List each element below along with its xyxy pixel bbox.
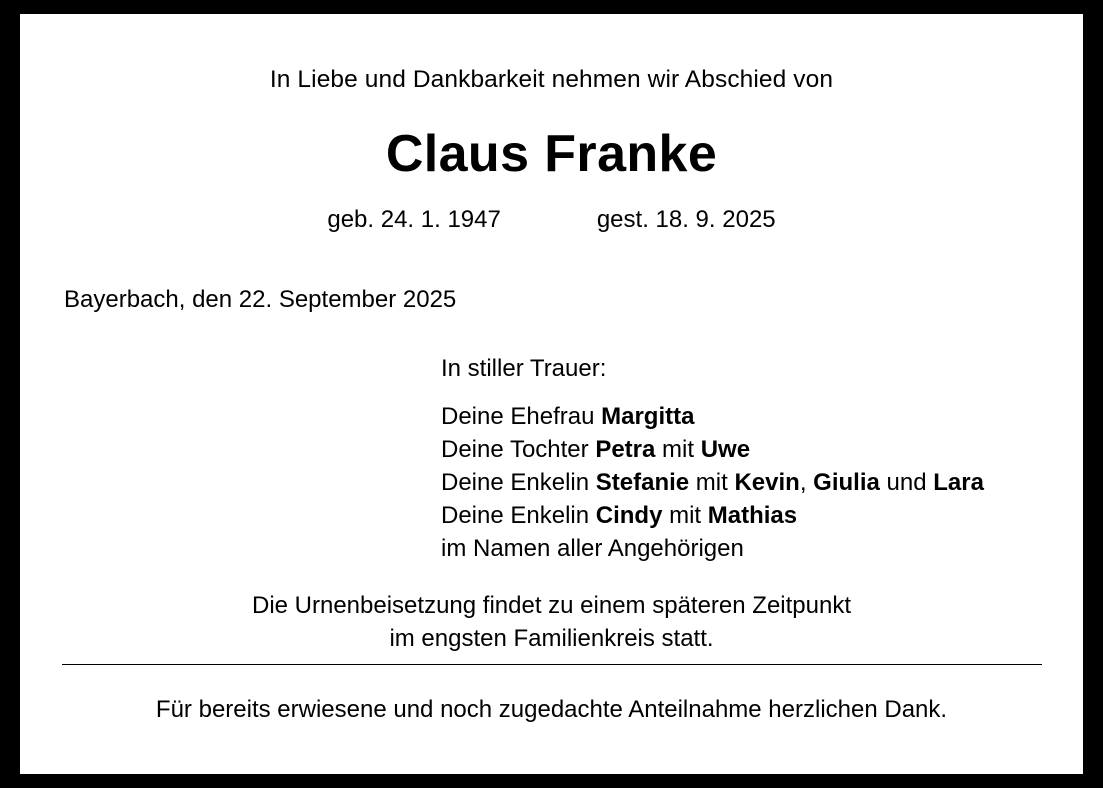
mourner-name: Lara bbox=[933, 469, 984, 496]
mourning-text: im Namen aller Angehörigen bbox=[441, 535, 744, 562]
death-date: gest. 18. 9. 2025 bbox=[596, 206, 776, 233]
deceased-name: Claus Franke bbox=[385, 125, 718, 183]
thanks-note: Für bereits erwiesene und noch zugedachte Anteilnahme herzlichen Dank. bbox=[155, 696, 948, 723]
mourning-text: Deine Enkelin bbox=[441, 469, 596, 496]
mourning-text: Deine Ehefrau bbox=[441, 403, 602, 430]
mourning-line bbox=[441, 400, 984, 433]
divider bbox=[62, 664, 1042, 665]
mourning-list bbox=[441, 400, 984, 565]
ceremony-line-2: im engsten Familienkreis statt. bbox=[389, 625, 714, 652]
mourning-line bbox=[441, 532, 984, 565]
mourning-text: mit bbox=[662, 502, 708, 529]
ceremony-line-1: Die Urnenbeisetzung findet zu einem späteren Zeitpunkt bbox=[251, 592, 851, 619]
mourning-text: , bbox=[799, 469, 814, 496]
mourner-name: Mathias bbox=[707, 502, 798, 529]
mourning-text: und bbox=[879, 469, 934, 496]
mourner-name: Margitta bbox=[601, 403, 695, 430]
mourner-name: Petra bbox=[595, 436, 656, 463]
mourner-name: Kevin bbox=[734, 469, 800, 496]
mourner-name: Uwe bbox=[700, 436, 751, 463]
mourner-name: Stefanie bbox=[595, 469, 690, 496]
mourning-line bbox=[441, 433, 984, 466]
mourner-name: Cindy bbox=[595, 502, 663, 529]
place-and-date: Bayerbach, den 22. September 2025 bbox=[64, 286, 457, 313]
intro-line: In Liebe und Dankbarkeit nehmen wir Abschied von bbox=[269, 66, 834, 93]
mourning-line bbox=[441, 499, 984, 532]
mourning-text: Deine Enkelin bbox=[441, 502, 596, 529]
obituary-card bbox=[20, 14, 1083, 774]
mourning-text: Deine Tochter bbox=[441, 436, 596, 463]
ceremony-note bbox=[20, 589, 1083, 655]
mourner-name: Giulia bbox=[813, 469, 880, 496]
mourning-text: mit bbox=[689, 469, 735, 496]
mourning-line bbox=[441, 466, 984, 499]
obituary-inner bbox=[20, 14, 1083, 774]
mourning-title: In stiller Trauer: bbox=[441, 355, 607, 382]
birth-date: geb. 24. 1. 1947 bbox=[327, 206, 501, 233]
mourning-block bbox=[441, 352, 984, 565]
mourning-text: mit bbox=[655, 436, 701, 463]
life-dates bbox=[20, 206, 1083, 234]
